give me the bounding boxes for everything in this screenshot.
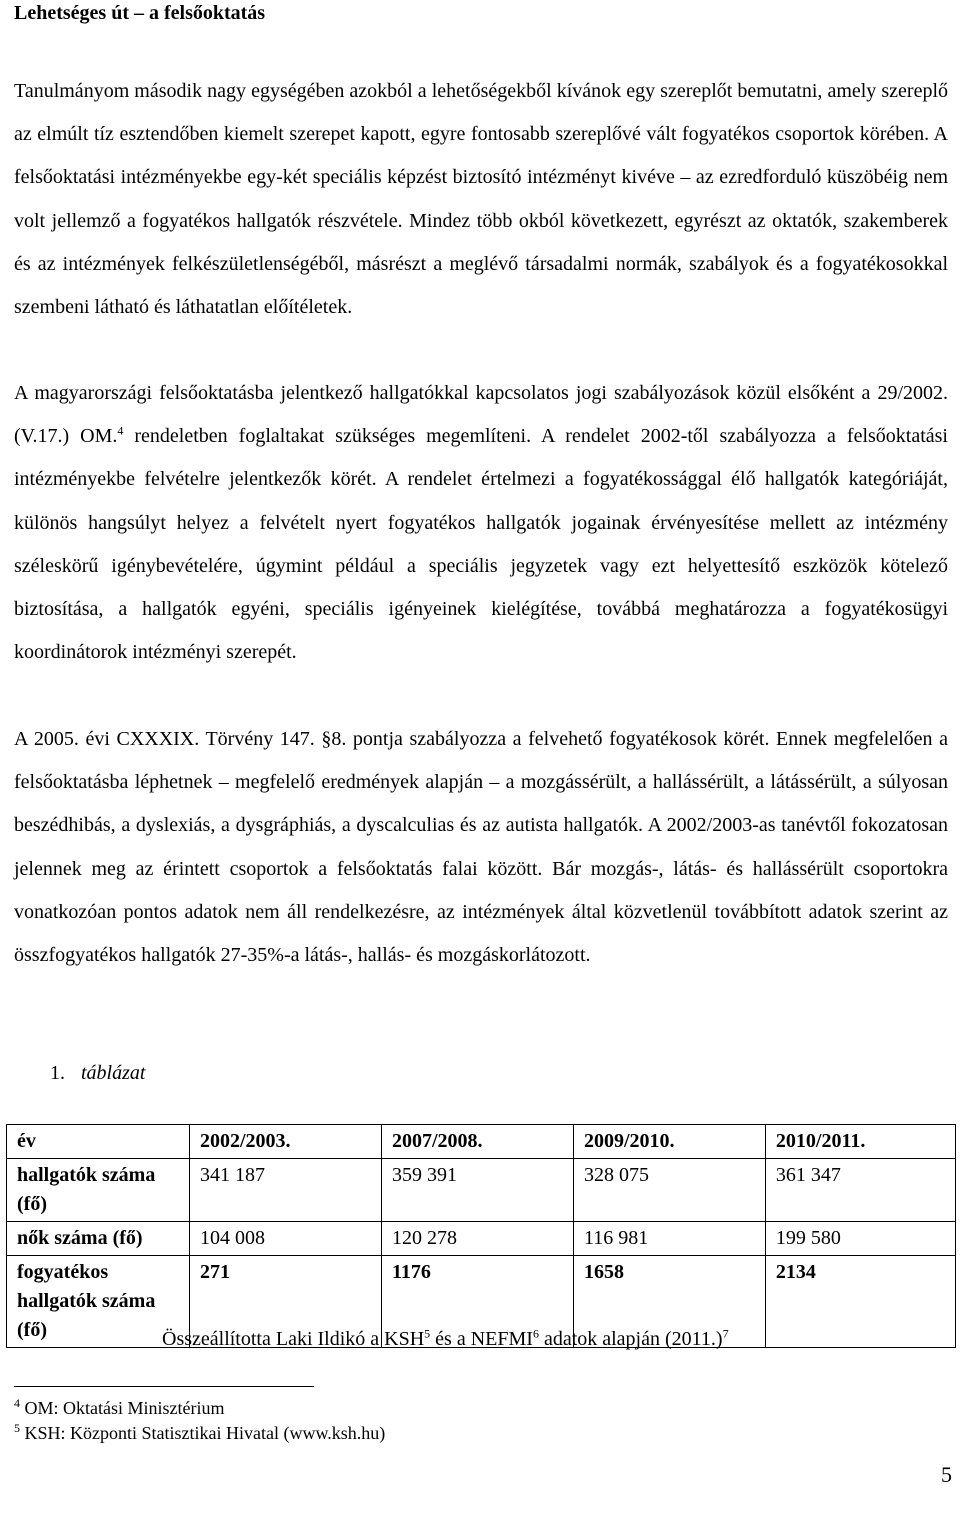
table-row: [7, 1222, 956, 1256]
table-cell: 1658: [573, 1256, 765, 1348]
table-caption-title: táblázat: [81, 1062, 146, 1084]
footnote-item: [14, 1421, 385, 1446]
footnotes: [14, 1396, 385, 1446]
source-text-1: Összeállította Laki Ildikó a KSH: [162, 1328, 425, 1350]
paragraph-law: A 2005. évi CXXXIX. Törvény 147. §8. pontja szabályozza a felvehető fogyatékosok körét. Ennek megfelelően a felsőoktatásba léphetnek – megfelelő eredmények alapján – a mozgássérült, a hallássérült, a látássérült, a súlyosan beszédhibás, a dyslexiás, a dysgráphiás, a dyscalculias és az autista hallgatók. A 2002/2003-as tanévtől fokozatosan jelennek meg az érintett csoportok a felsőoktatás falai között. Bár mozgás-, látás- és hallássérült csoportokra vonatkozóan pontos adatok nem áll rendelkezésre, az intézmények által közvetlenül továbbított adatok szerint az összfogyatékos hallgatók 27-35%-a látás-, hallás- és mozgáskorlátozott.: [14, 728, 948, 967]
paragraph-regulation-text-1: A magyarországi felsőoktatásba jelentkező hallgatókkal kapcsolatos jogi szabályozások közül elsőként a 29/2002. (V.17.) OM.: [14, 382, 948, 448]
table-cell: 120 278: [381, 1222, 573, 1256]
table-caption-number: 1.: [50, 1062, 65, 1084]
page-heading: Lehetséges út – a felsőoktatás: [14, 2, 266, 24]
table-row-label: fogyatékos hallgatók száma (fő): [7, 1256, 190, 1348]
table-row-label: hallgatók száma (fő): [7, 1159, 190, 1222]
table-header-cell: 2002/2003.: [190, 1125, 382, 1159]
paragraph-regulation-text-2: rendeletben foglaltakat szükséges megemlíteni. A rendelet 2002-től szabályozza a felsőoktatási intézményekbe felvételre jelentkezők körét. A rendelet értelmezi a fogyatékossággal élő hallgatók kategóriáját, különös hangsúlyt helyez a felvételt nyert fogyatékos hallgatók jogainak érvényesítése mellett az intézmény széleskörű igénybevételére, úgymint például a speciális jegyzetek vagy ezt helyettesítő eszközök kötelező biztosítása, a hallgatók egyéni, speciális igényeinek kielégítése, továbbá meghatározza a fogyatékosügyi koordinátorok intézményi szerepét.: [14, 425, 948, 664]
table-header-cell: 2007/2008.: [381, 1125, 573, 1159]
table-cell: 271: [190, 1256, 382, 1348]
table-row: [7, 1159, 956, 1222]
table-cell: 361 347: [765, 1159, 955, 1222]
footnote-number: 5: [14, 1421, 20, 1435]
table-cell: 1176: [381, 1256, 573, 1348]
footnote-ref-5: 5: [424, 1326, 431, 1341]
table-header-cell: 2009/2010.: [573, 1125, 765, 1159]
table-cell: 199 580: [765, 1222, 955, 1256]
paragraph-regulation: [14, 372, 948, 674]
footnote-text: KSH: Központi Statisztikai Hivatal (www.ksh.hu): [20, 1423, 386, 1443]
table-header-cell: 2010/2011.: [765, 1125, 955, 1159]
footnote-item: [14, 1396, 385, 1421]
source-text-2: és a NEFMI: [430, 1328, 533, 1350]
footnote-text: OM: Oktatási Minisztérium: [20, 1398, 225, 1418]
table-cell: 116 981: [573, 1222, 765, 1256]
footnote-ref-7: 7: [722, 1326, 729, 1341]
page-number: 5: [941, 1462, 952, 1487]
source-text-3: adatok alapján (2011.): [538, 1328, 723, 1350]
table-header-row: [7, 1125, 956, 1159]
footnote-ref-4: 4: [117, 423, 124, 438]
table-row-label: nők száma (fő): [7, 1222, 190, 1256]
table-caption: [50, 1062, 145, 1085]
table-header-label: év: [7, 1125, 190, 1159]
table-source: [162, 1328, 729, 1351]
paragraph-intro: Tanulmányom második nagy egységében azokból a lehetőségekből kívánok egy szereplőt bemutatni, amely szereplő az elmúlt tíz esztendőben kiemelt szerepet kapott, egyre fontosabb szereplővé vált fogyatékos csoportok körében. A felsőoktatási intézményekbe egy-két speciális képzést biztosító intézményt kivéve – az ezredforduló küszöbéig nem volt jellemző a fogyatékos hallgatók részvétele. Mindez több okból következett, egyrészt az oktatók, szakemberek és az intézmények felkészületlenségéből, másrészt a meglévő társadalmi normák, szabályok és a fogyatékosokkal szembeni látható és láthatatlan előítéletek.: [14, 80, 948, 319]
statistics-table: [6, 1124, 956, 1348]
table-cell: 104 008: [190, 1222, 382, 1256]
table-cell: 341 187: [190, 1159, 382, 1222]
table-cell: 328 075: [573, 1159, 765, 1222]
footnote-divider: [14, 1386, 314, 1387]
table-cell: 2134: [765, 1256, 955, 1348]
table-cell: 359 391: [381, 1159, 573, 1222]
footnote-number: 4: [14, 1396, 20, 1410]
footnote-ref-6: 6: [532, 1326, 539, 1341]
